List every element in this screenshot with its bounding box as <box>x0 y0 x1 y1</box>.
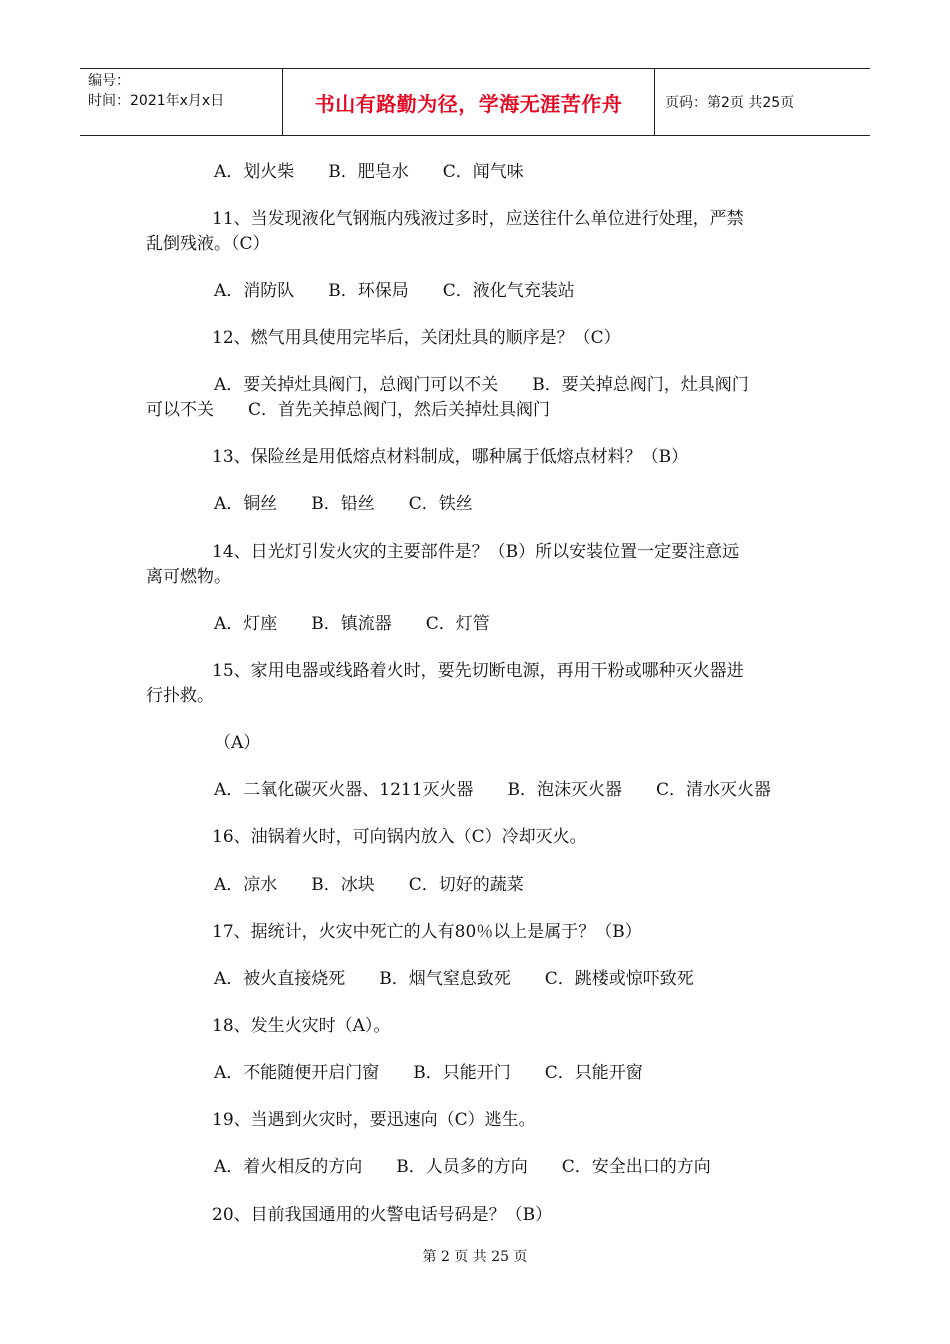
question-continuation: 离可燃物。 <box>146 567 231 587</box>
option-line: A．凉水 B．冰块 C．切好的蔬菜 <box>214 875 524 895</box>
header-page-info-cell <box>655 69 870 135</box>
option-line: A．被火直接烧死 B．烟气窒息致死 C．跳楼或惊吓致死 <box>214 969 694 989</box>
question-line: 12、燃气用具使用完毕后，关闭灶具的顺序是？（C） <box>212 328 621 348</box>
question-line: 14、日光灯引发火灾的主要部件是？（B）所以安装位置一定要注意远 <box>212 542 740 562</box>
option-line: A．划火柴 B．肥皂水 C．闻气味 <box>214 162 524 182</box>
question-line: 17、据统计，火灾中死亡的人有80％以上是属于？（B） <box>212 922 642 942</box>
header-meta <box>80 69 283 135</box>
page-footer: 第 2 页 共 25 页 <box>422 1249 528 1265</box>
question-line: 15、家用电器或线路着火时，要先切断电源，再用干粉或哪种灭火器进 <box>212 661 744 681</box>
question-line: 19、当遇到火灾时，要迅速向（C）逃生。 <box>212 1110 536 1130</box>
option-line: A．不能随便开启门窗 B．只能开门 C．只能开窗 <box>214 1063 643 1083</box>
question-line: 20、目前我国通用的火警电话号码是？（B） <box>212 1205 553 1225</box>
question-line: 13、保险丝是用低熔点材料制成，哪种属于低熔点材料？（B） <box>212 447 689 467</box>
option-line: A．二氧化碳灭火器、1211灭火器 B．泡沫灭火器 C．清水灭火器 <box>214 780 772 800</box>
page-header <box>80 68 870 136</box>
answer-line: （A） <box>214 733 261 753</box>
option-continuation: 可以不关 C．首先关掉总阀门，然后关掉灶具阀门 <box>146 400 551 420</box>
question-continuation: 乱倒残液。（C） <box>146 234 270 254</box>
question-line: 16、油锅着火时，可向锅内放入（C）冷却灭火。 <box>212 827 587 847</box>
option-line: A．要关掉灶具阀门，总阀门可以不关 B．要关掉总阀门，灶具阀门 <box>214 375 749 395</box>
question-line: 18、发生火灾时（A）。 <box>212 1016 391 1036</box>
question-continuation: 行扑救。 <box>146 686 214 706</box>
header-motto-cell <box>283 69 655 135</box>
option-line: A．消防队 B．环保局 C．液化气充装站 <box>214 281 575 301</box>
motto: 书山有路勤为径，学海无涯苦作舟 <box>314 91 623 116</box>
number-label: 编号： <box>88 73 130 89</box>
question-line: 11、当发现液化气钢瓶内残液过多时，应送往什么单位进行处理，严禁 <box>212 209 744 229</box>
option-line: A．铜丝 B．铅丝 C．铁丝 <box>214 494 473 514</box>
option-line: A．着火相反的方向 B．人员多的方向 C．安全出口的方向 <box>214 1157 711 1177</box>
time-label: 时间：2021年x月x日 <box>88 93 225 109</box>
page-info: 页码：第2页 共25页 <box>665 95 795 111</box>
option-line: A．灯座 B．镇流器 C．灯管 <box>214 614 490 634</box>
